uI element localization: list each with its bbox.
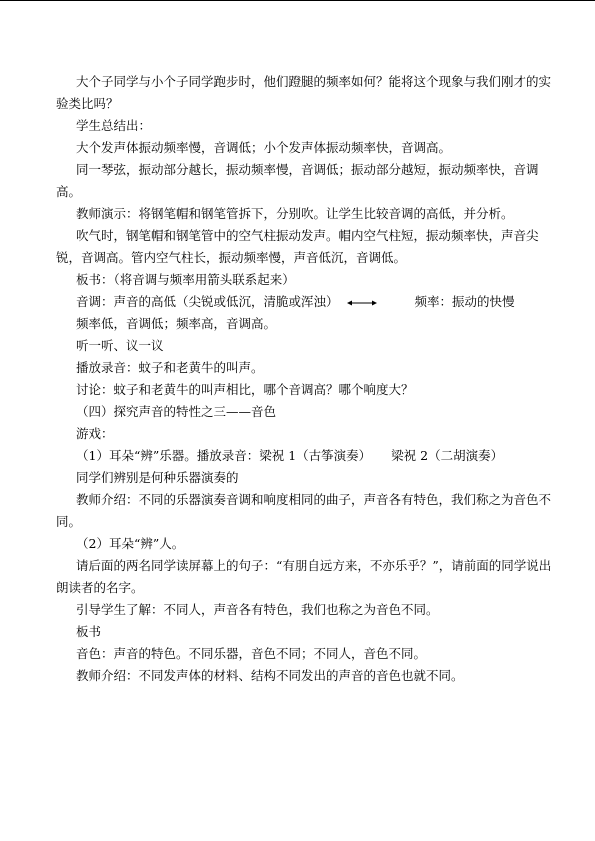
game-line — [56, 445, 540, 467]
section-heading: （四）探究声音的特性之三——音色 — [76, 404, 277, 419]
paragraph-line: 请后面的两名同学读屏幕上的句子：“有朋自远方来，不亦乐乎？”，请前面的同学说出 — [76, 558, 552, 573]
board-note-frequency: 频率：振动的快慢 — [414, 294, 515, 309]
board-note-line — [56, 291, 540, 313]
paragraph-line: 听一听、议一议 — [76, 338, 164, 353]
paragraph-line: 朗读者的名字。 — [56, 580, 144, 595]
paragraph-line: 游戏： — [76, 426, 114, 441]
paragraph-line: 引导学生了解：不同人，声音各有特色，我们也称之为音色不同。 — [76, 602, 439, 617]
game-part-2: 梁祝 2（二胡演奏） — [391, 448, 504, 463]
paragraph-line: 学生总结出： — [76, 118, 152, 133]
paragraph-line: 验类比吗？ — [56, 96, 119, 111]
paragraph-line: 频率低，音调低；频率高，音调高。 — [76, 316, 277, 331]
paragraph-line: 板书：（将音调与频率用箭头联系起来） — [76, 272, 295, 287]
paragraph-line: 吹气时，钢笔帽和钢笔管中的空气柱振动发声。帽内空气柱短，振动频率快，声音尖 — [76, 228, 539, 243]
paragraph-line: 高。 — [56, 184, 82, 199]
paragraph-line: 讨论：蚊子和老黄牛的叫声相比，哪个音调高？哪个响度大？ — [76, 382, 414, 397]
paragraph-line: 教师介绍：不同发声体的材料、结构不同发出的声音的音色也就不同。 — [76, 668, 464, 683]
paragraph-line: 同。 — [56, 514, 82, 529]
paragraph-line: 板书 — [76, 624, 102, 639]
paragraph-line: 音色：声音的特色。不同乐器，音色不同；不同人，音色不同。 — [76, 646, 427, 661]
top-border — [0, 0, 595, 1]
document-body — [56, 71, 552, 687]
paragraph-line: 锐，音调高。管内空气柱长，振动频率慢，声音低沉，音调低。 — [56, 250, 407, 265]
paragraph-line: 同一琴弦，振动部分越长，振动频率慢，音调低；振动部分越短，振动频率快，音调 — [76, 162, 539, 177]
board-note-pitch: 音调：声音的高低（尖锐或低沉，清脆或浑浊） — [76, 294, 339, 309]
paragraph-line: 教师演示：将钢笔帽和钢笔管拆下，分别吹。让学生比较音调的高低，并分析。 — [76, 206, 514, 221]
paragraph-line: 同学们辨别是何种乐器演奏的 — [76, 470, 239, 485]
paragraph-line: （2）耳朵“辨”人。 — [76, 536, 185, 551]
paragraph-line: 大个子同学与小个子同学跑步时，他们蹬腿的频率如何？能将这个现象与我们刚才的实 — [76, 74, 552, 89]
double-arrow-icon — [347, 299, 377, 307]
paragraph-line: 大个发声体振动频率慢，音调低；小个发声体振动频率快，音调高。 — [76, 140, 452, 155]
game-part-1: （1）耳朵“辨”乐器。播放录音：梁祝 1（古筝演奏） — [76, 448, 372, 463]
paragraph-line: 教师介绍：不同的乐器演奏音调和响度相同的曲子，声音各有特色，我们称之为音色不 — [76, 492, 552, 507]
paragraph-line: 播放录音：蚊子和老黄牛的叫声。 — [76, 360, 264, 375]
